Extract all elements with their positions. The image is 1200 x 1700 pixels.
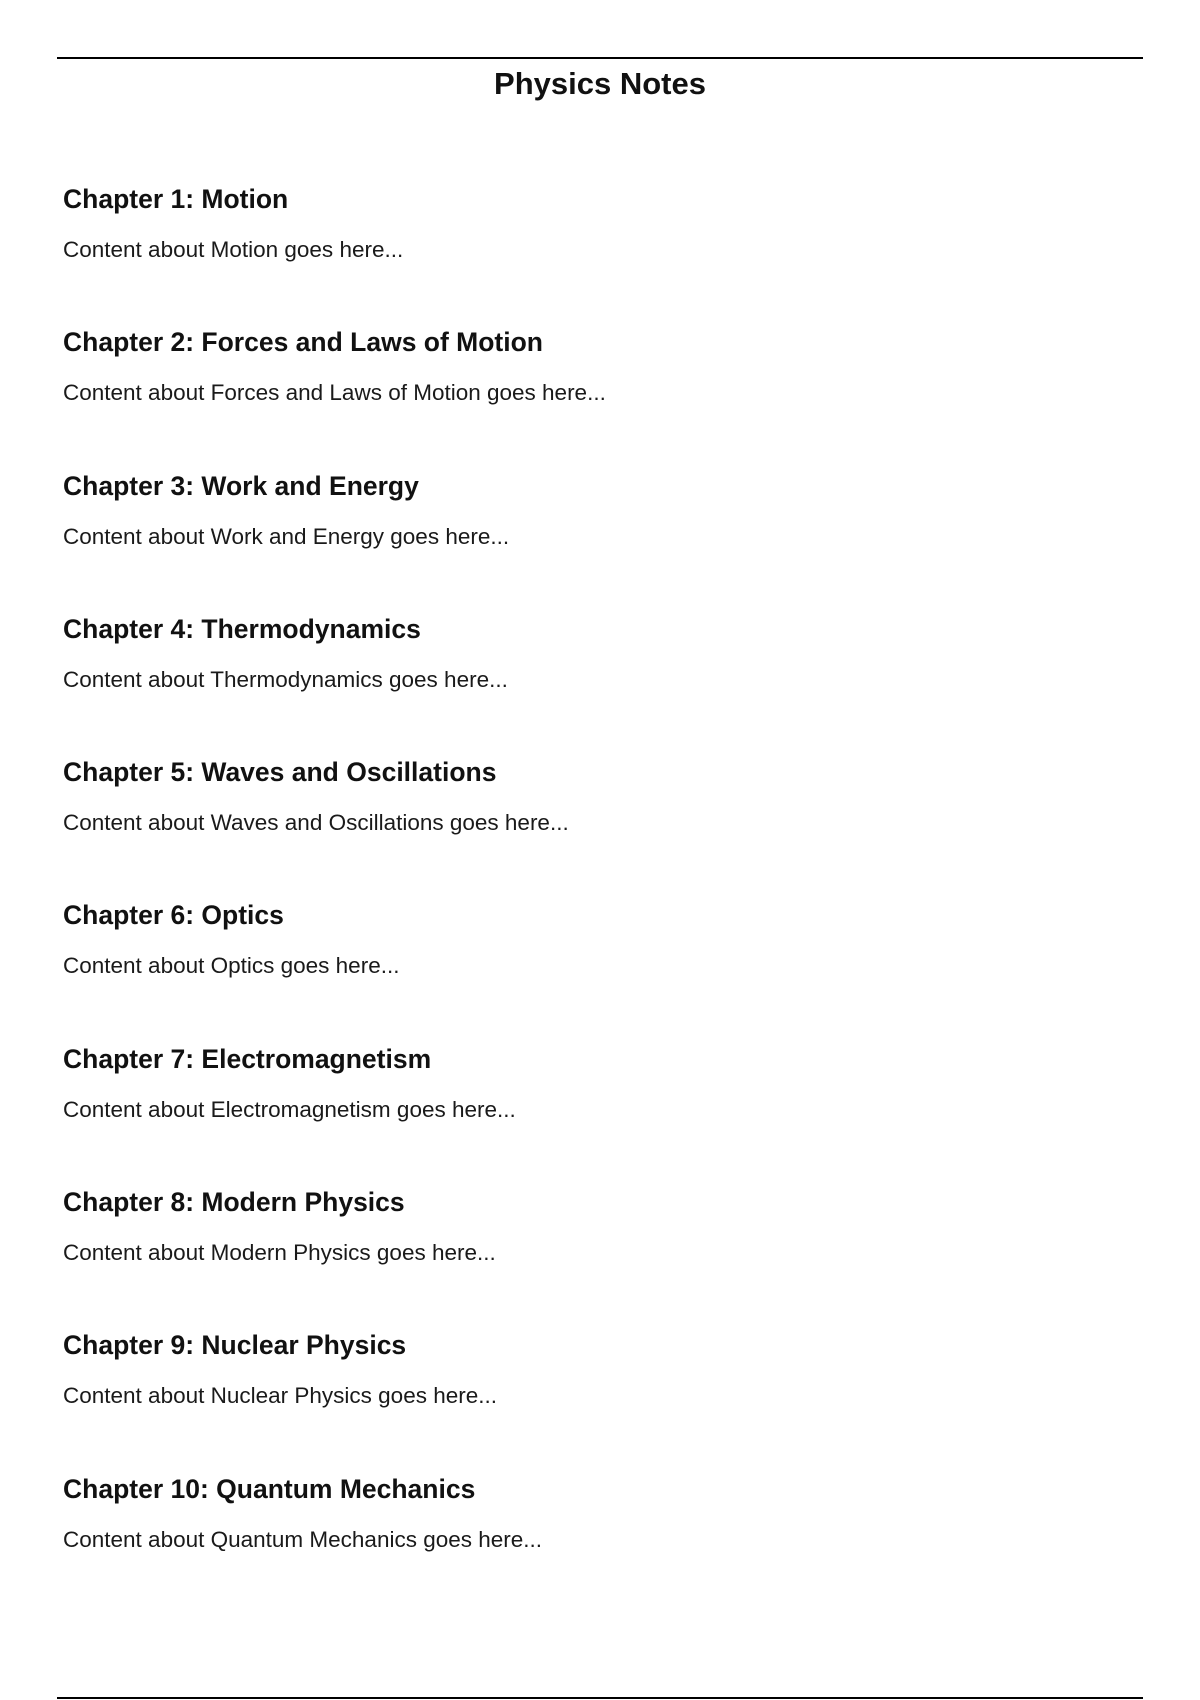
chapter-content: Content about Nuclear Physics goes here...: [63, 1383, 497, 1409]
chapter-section: [63, 1468, 1143, 1611]
chapter-section: [63, 465, 1143, 608]
chapter-section: [63, 608, 1143, 751]
chapter-heading: Chapter 1: Motion: [63, 184, 289, 214]
bottom-rule: [57, 1697, 1143, 1699]
chapter-heading: Chapter 4: Thermodynamics: [63, 613, 421, 644]
chapter-content: Content about Optics goes here...: [63, 953, 400, 979]
chapter-content: Content about Thermodynamics goes here...: [63, 666, 508, 692]
chapter-content: Content about Work and Energy goes here...: [63, 523, 510, 549]
top-rule: [57, 57, 1143, 59]
chapter-heading: Chapter 2: Forces and Laws of Motion: [63, 327, 543, 358]
chapter-heading: Chapter 3: Work and Energy: [63, 470, 419, 501]
chapter-content: Content about Motion goes here...: [63, 237, 404, 262]
chapter-content: Content about Modern Physics goes here...: [63, 1240, 496, 1266]
chapter-section: [63, 894, 1143, 1037]
chapter-heading: Chapter 9: Nuclear Physics: [63, 1330, 407, 1361]
chapter-heading: Chapter 7: Electromagnetism: [63, 1043, 432, 1074]
chapter-content: Content about Waves and Oscillations goes here...: [63, 810, 569, 836]
chapter-content: Content about Electromagnetism goes here...: [63, 1096, 516, 1122]
chapter-section: [63, 1324, 1143, 1467]
chapter-section: [63, 1038, 1143, 1181]
chapter-heading: Chapter 8: Modern Physics: [63, 1187, 405, 1218]
chapter-content: Content about Quantum Mechanics goes here...: [63, 1526, 543, 1552]
chapter-heading: Chapter 5: Waves and Oscillations: [63, 757, 497, 788]
chapter-section: [63, 321, 1143, 464]
chapter-list: [63, 178, 1143, 1611]
chapter-heading: Chapter 10: Quantum Mechanics: [63, 1473, 476, 1504]
chapter-heading: Chapter 6: Optics: [63, 900, 284, 931]
chapter-section: [63, 1181, 1143, 1324]
document-title: Physics Notes: [494, 66, 706, 101]
chapter-section: [63, 751, 1143, 894]
chapter-content: Content about Forces and Laws of Motion goes here...: [63, 380, 606, 406]
chapter-section: [63, 178, 1143, 321]
